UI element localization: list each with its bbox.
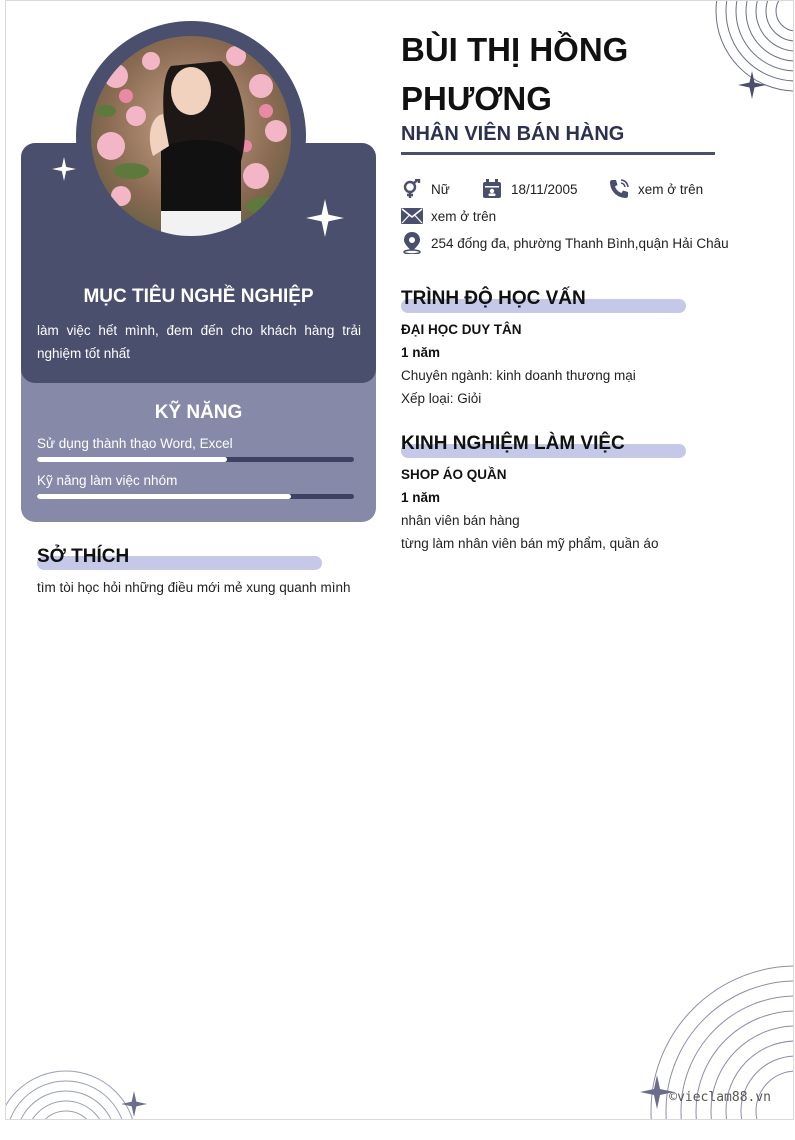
education-school: ĐẠI HỌC DUY TÂN	[401, 322, 522, 337]
title-divider	[401, 152, 715, 155]
skill-bar	[37, 457, 354, 462]
email-value: xem ở trên	[431, 208, 497, 224]
job-title: NHÂN VIÊN BÁN HÀNG	[401, 123, 625, 145]
skill-bar-fill	[37, 494, 291, 499]
hobbies-title: SỞ THÍCH	[37, 546, 130, 567]
experience-company: SHOP ÁO QUẦN	[401, 467, 507, 482]
location-icon	[401, 232, 423, 254]
experience-title: KINH NGHIỆM LÀM VIỆC	[401, 433, 625, 454]
calendar-icon	[481, 178, 503, 200]
education-major: Chuyên ngành: kinh doanh thương mại	[401, 368, 636, 383]
skill-bar	[37, 494, 354, 499]
phone-icon	[608, 178, 630, 200]
gender-icon	[401, 178, 423, 200]
gender-value: Nữ	[431, 181, 450, 197]
education-rank: Xếp loại: Giỏi	[401, 391, 482, 406]
full-name: BÙI THỊ HỒNG PHƯƠNG	[401, 31, 629, 117]
experience-position: nhân viên bán hàng	[401, 513, 520, 528]
phone-value: xem ở trên	[638, 181, 704, 197]
sparkle-icon	[306, 199, 344, 242]
email-icon	[401, 205, 423, 227]
objective-title: MỤC TIÊU NGHỀ NGHIỆP	[83, 286, 314, 307]
skill-label: Kỹ năng làm việc nhóm	[37, 473, 178, 488]
sparkle-icon	[738, 71, 766, 104]
sparkle-icon	[121, 1091, 147, 1120]
skills-title: KỸ NĂNG	[154, 402, 243, 423]
contact-address	[401, 232, 729, 254]
contact-birthday	[481, 178, 578, 200]
watermark: ©vieclam88.vn	[669, 1090, 771, 1105]
birthday-value: 18/11/2005	[511, 181, 578, 197]
contact-email	[401, 205, 496, 227]
education-title: TRÌNH ĐỘ HỌC VẤN	[401, 288, 586, 309]
education-duration: 1 năm	[401, 345, 441, 360]
skill-bar-fill	[37, 457, 227, 462]
experience-description: từng làm nhân viên bán mỹ phẩm, quần áo	[401, 536, 659, 551]
skill-label: Sử dụng thành thạo Word, Excel	[37, 436, 233, 451]
address-value: 254 đống đa, phường Thanh Bình,quận Hải Châu	[431, 235, 729, 251]
objective-text: làm việc hết mình, đem đến cho khách hàng trải nghiệm tốt nhất	[37, 323, 361, 361]
contact-phone	[608, 178, 703, 200]
hobbies-text: tìm tòi học hỏi những điều mới mẻ xung quanh mình	[37, 580, 351, 595]
sparkle-icon	[52, 157, 76, 186]
cv-page	[5, 0, 794, 1120]
avatar	[91, 36, 291, 236]
contact-gender	[401, 178, 450, 200]
experience-duration: 1 năm	[401, 490, 441, 505]
